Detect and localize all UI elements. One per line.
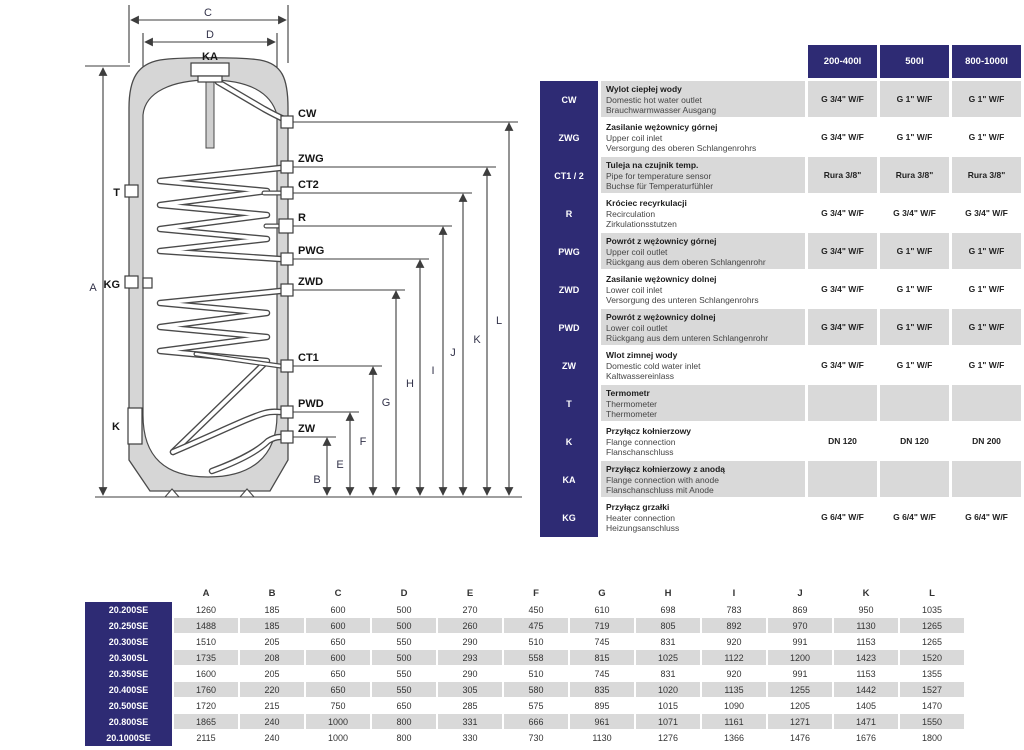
dim-cell: 698	[636, 602, 700, 618]
spec-value: G 3/4" W/F	[808, 81, 877, 119]
dim-cell: 1000	[306, 730, 370, 746]
port-pwg	[281, 253, 293, 265]
dim-cell: 270	[438, 602, 502, 618]
spec-value	[808, 385, 877, 423]
port-ct2	[281, 187, 293, 199]
spec-code: ZWD	[540, 271, 598, 309]
spec-desc-de: Thermometer	[606, 409, 658, 419]
spec-col-200-400: 200-400l	[808, 45, 877, 78]
spec-desc-pl: Zasilanie wężownicy górnej	[606, 122, 718, 132]
dim-cell: 800	[372, 714, 436, 730]
spec-desc-pl: Króciec recyrkulacji	[606, 198, 687, 208]
dim-cell: 970	[768, 618, 832, 634]
dim-cell: 1035	[900, 602, 964, 618]
dim-cell: 650	[306, 682, 370, 698]
dim-label-c: C	[204, 7, 212, 19]
dim-cell: 1600	[174, 666, 238, 682]
port-r	[279, 219, 293, 233]
spec-desc-en: Flange connection with anode	[606, 474, 719, 485]
spec-desc-en: Lower coil outlet	[606, 322, 668, 333]
spec-value: G 6/4" W/F	[808, 499, 877, 537]
spec-row	[540, 385, 1024, 423]
dim-model: 20.300SE	[85, 634, 172, 650]
table-row	[85, 682, 964, 698]
dim-cell: 550	[372, 682, 436, 698]
dim-cell: 1760	[174, 682, 238, 698]
dim-cell: 550	[372, 634, 436, 650]
dim-cell: 869	[768, 602, 832, 618]
dim-cell: 1676	[834, 730, 898, 746]
spec-row	[540, 195, 1024, 233]
spec-value: G 3/4" W/F	[808, 195, 877, 233]
spec-row	[540, 499, 1024, 537]
dim-cell: 1276	[636, 730, 700, 746]
spec-desc-de: Zirkulationsstutzen	[606, 219, 677, 229]
dim-label-k: K	[473, 334, 481, 346]
port-label-kg: KG	[103, 279, 120, 291]
dim-cell: 1520	[900, 650, 964, 666]
spec-desc	[601, 499, 805, 537]
dim-cell: 575	[504, 698, 568, 714]
dim-col-header: H	[664, 588, 672, 599]
dim-cell: 950	[834, 602, 898, 618]
spec-desc-pl: Powrót z wężownicy górnej	[606, 236, 717, 246]
dim-cell: 185	[240, 618, 304, 634]
spec-value: G 1" W/F	[952, 233, 1021, 271]
spec-desc-pl: Wylot ciepłej wody	[606, 84, 682, 94]
dim-cell: 1020	[636, 682, 700, 698]
spec-value: DN 120	[880, 423, 949, 461]
table-row	[85, 666, 964, 682]
dim-cell: 650	[372, 698, 436, 714]
dim-cell: 1153	[834, 666, 898, 682]
spec-desc-pl: Tuleja na czujnik temp.	[606, 160, 699, 170]
table-row	[85, 714, 964, 730]
spec-value: DN 200	[952, 423, 1021, 461]
dim-cell: 1255	[768, 682, 832, 698]
spec-desc-en: Pipe for temperature sensor	[606, 170, 712, 181]
dim-cell: 1153	[834, 634, 898, 650]
dim-cell: 290	[438, 666, 502, 682]
spec-desc-de: Buchse für Temperaturfühler	[606, 181, 714, 191]
spec-row	[540, 271, 1024, 309]
dim-cell: 991	[768, 634, 832, 650]
dim-cell: 215	[240, 698, 304, 714]
spec-desc	[601, 309, 805, 347]
spec-desc-en: Upper coil inlet	[606, 132, 663, 143]
dim-cell: 1025	[636, 650, 700, 666]
spec-desc-de: Versorgung des oberen Schlangenrohrs	[606, 143, 757, 153]
spec-value: G 1" W/F	[880, 119, 949, 157]
spec-code: T	[540, 385, 598, 423]
dim-model: 20.1000SE	[85, 730, 172, 746]
spec-value: Rura 3/8"	[880, 157, 949, 195]
dim-col-header: I	[732, 588, 736, 599]
height-dims	[313, 123, 509, 495]
spec-value: G 3/4" W/F	[808, 347, 877, 385]
port-label-ct1: CT1	[298, 352, 319, 364]
dim-cell: 500	[372, 618, 436, 634]
spec-value: G 6/4" W/F	[880, 499, 949, 537]
spec-desc	[601, 385, 805, 423]
table-row	[85, 730, 964, 746]
dimensions-table	[85, 585, 964, 746]
port-label-k: K	[112, 421, 120, 433]
dim-label-l: L	[495, 315, 503, 327]
port-cw	[281, 116, 293, 128]
dim-cell: 991	[768, 666, 832, 682]
dim-cell: 783	[702, 602, 766, 618]
dim-cell: 835	[570, 682, 634, 698]
spec-desc-pl: Przyłącz kołnierzowy	[606, 426, 692, 436]
spec-col-800-1000: 800-1000l	[952, 45, 1021, 78]
dim-cell: 1800	[900, 730, 964, 746]
dim-cell: 500	[372, 602, 436, 618]
flange-ka	[191, 63, 229, 76]
dim-cell: 1865	[174, 714, 238, 730]
spec-value: G 3/4" W/F	[808, 233, 877, 271]
spec-value: DN 120	[808, 423, 877, 461]
dim-label-d: D	[206, 29, 214, 41]
dim-cell: 205	[240, 666, 304, 682]
spec-desc-en: Domestic cold water inlet	[606, 360, 701, 371]
spec-desc-pl: Wlot zimnej wody	[606, 350, 678, 360]
dim-col-header: B	[268, 588, 276, 599]
dim-cell: 920	[702, 634, 766, 650]
dim-corner	[85, 585, 172, 602]
spec-value: G 1" W/F	[952, 119, 1021, 157]
spec-header-spacer	[601, 45, 805, 78]
dim-cell: 1271	[768, 714, 832, 730]
spec-desc-en: Thermometer	[606, 398, 658, 409]
spec-value: G 1" W/F	[880, 81, 949, 119]
spec-desc	[601, 195, 805, 233]
spec-desc-pl: Zasilanie wężownicy dolnej	[606, 274, 717, 284]
dim-cell: 475	[504, 618, 568, 634]
spec-value: Rura 3/8"	[808, 157, 877, 195]
table-row	[85, 618, 964, 634]
dim-cell: 800	[372, 730, 436, 746]
dim-model: 20.800SE	[85, 714, 172, 730]
dim-col-header: F	[533, 588, 539, 599]
dim-cell: 260	[438, 618, 502, 634]
port-t	[125, 185, 138, 197]
dim-cell: 650	[306, 634, 370, 650]
spec-desc	[601, 461, 805, 499]
dim-col-header: G	[598, 588, 606, 599]
spec-value: G 1" W/F	[952, 309, 1021, 347]
dim-table-body	[85, 602, 964, 746]
dim-cell: 1550	[900, 714, 964, 730]
port-label-pwd: PWD	[298, 398, 324, 410]
dim-label-i: I	[431, 365, 435, 377]
spec-table-body	[540, 81, 1024, 537]
spec-row	[540, 461, 1024, 499]
dim-cell: 600	[306, 618, 370, 634]
spec-desc-en: Flange connection	[606, 436, 676, 447]
dim-cell: 331	[438, 714, 502, 730]
dim-col-header: A	[202, 588, 210, 599]
spec-value: G 3/4" W/F	[880, 195, 949, 233]
dim-label-e: E	[336, 459, 344, 471]
spec-value: G 3/4" W/F	[952, 195, 1021, 233]
spec-code: CT1 / 2	[540, 157, 598, 195]
spec-desc	[601, 119, 805, 157]
spec-code: ZWG	[540, 119, 598, 157]
spec-code: ZW	[540, 347, 598, 385]
spec-row	[540, 233, 1024, 271]
dim-cell: 1471	[834, 714, 898, 730]
dim-cell: 805	[636, 618, 700, 634]
dim-cell: 1488	[174, 618, 238, 634]
dim-cell: 831	[636, 666, 700, 682]
spec-code: K	[540, 423, 598, 461]
dim-cell: 1735	[174, 650, 238, 666]
spec-row	[540, 423, 1024, 461]
dim-cell: 1470	[900, 698, 964, 714]
dim-cell: 1442	[834, 682, 898, 698]
table-row	[85, 634, 964, 650]
table-row	[85, 698, 964, 714]
dim-cell: 1000	[306, 714, 370, 730]
dim-cell: 240	[240, 714, 304, 730]
dim-col-header: K	[862, 588, 870, 599]
spec-table	[540, 45, 1024, 537]
spec-desc-de: Kaltwassereinlass	[606, 371, 675, 381]
spec-row	[540, 81, 1024, 119]
dim-cell: 815	[570, 650, 634, 666]
port-zwd	[281, 284, 293, 296]
dim-model: 20.250SE	[85, 618, 172, 634]
dim-model: 20.200SE	[85, 602, 172, 618]
dim-cell: 719	[570, 618, 634, 634]
dim-cell: 600	[306, 602, 370, 618]
port-label-ct2: CT2	[298, 179, 319, 191]
anode-rod	[206, 82, 214, 148]
dim-cell: 1205	[768, 698, 832, 714]
port-label-t: T	[113, 187, 120, 199]
spec-desc-pl: Przyłącz grzałki	[606, 502, 670, 512]
spec-value: G 1" W/F	[880, 347, 949, 385]
dim-cell: 1161	[702, 714, 766, 730]
dim-model: 20.300SL	[85, 650, 172, 666]
spec-row	[540, 157, 1024, 195]
spec-value: G 3/4" W/F	[808, 271, 877, 309]
dim-cell: 1135	[702, 682, 766, 698]
dim-cell: 205	[240, 634, 304, 650]
dim-cell: 510	[504, 634, 568, 650]
spec-value: G 3/4" W/F	[808, 309, 877, 347]
dim-cell: 293	[438, 650, 502, 666]
dim-model: 20.350SE	[85, 666, 172, 682]
dim-cell: 1366	[702, 730, 766, 746]
spec-row	[540, 119, 1024, 157]
spec-row	[540, 309, 1024, 347]
dim-cell: 920	[702, 666, 766, 682]
tank-diagram	[60, 0, 540, 545]
table-row	[85, 650, 964, 666]
dim-cell: 730	[504, 730, 568, 746]
spec-code: R	[540, 195, 598, 233]
dim-label-b: B	[313, 474, 321, 486]
spec-code: PWG	[540, 233, 598, 271]
port-label-zw: ZW	[298, 423, 316, 435]
spec-desc	[601, 347, 805, 385]
port-kg	[125, 276, 138, 288]
spec-value: G 1" W/F	[880, 309, 949, 347]
spec-col-500: 500l	[880, 45, 949, 78]
dim-cell: 1720	[174, 698, 238, 714]
dim-cell: 2115	[174, 730, 238, 746]
port-label-ka: KA	[202, 51, 218, 63]
dim-label-h: H	[406, 378, 414, 390]
dim-cell: 666	[504, 714, 568, 730]
spec-value: G 1" W/F	[952, 347, 1021, 385]
dim-cell: 240	[240, 730, 304, 746]
dim-cell: 750	[306, 698, 370, 714]
spec-desc	[601, 157, 805, 195]
spec-desc-en: Heater connection	[606, 512, 675, 523]
port-pwd	[281, 406, 293, 418]
port-zw	[281, 431, 293, 443]
port-ct1	[281, 360, 293, 372]
dim-cell: 600	[306, 650, 370, 666]
spec-row	[540, 347, 1024, 385]
spec-value: G 1" W/F	[880, 271, 949, 309]
dim-cell: 831	[636, 634, 700, 650]
spec-header-spacer	[540, 45, 598, 78]
dim-cell: 1265	[900, 618, 964, 634]
spec-value	[952, 385, 1021, 423]
dim-cell: 305	[438, 682, 502, 698]
dim-cell: 208	[240, 650, 304, 666]
spec-desc	[601, 81, 805, 119]
dim-cell: 1476	[768, 730, 832, 746]
table-row	[85, 602, 964, 618]
dim-cell: 558	[504, 650, 568, 666]
dim-cell: 1071	[636, 714, 700, 730]
dim-cell: 1015	[636, 698, 700, 714]
spec-value: Rura 3/8"	[952, 157, 1021, 195]
spec-desc	[601, 423, 805, 461]
dim-cell: 290	[438, 634, 502, 650]
dim-cell: 1405	[834, 698, 898, 714]
spec-value	[952, 461, 1021, 499]
spec-desc-pl: Powrót z wężownicy dolnej	[606, 312, 716, 322]
spec-code: KA	[540, 461, 598, 499]
dim-cell: 1200	[768, 650, 832, 666]
spec-desc-pl: Przyłącz kołnierzowy z anodą	[606, 464, 726, 474]
dim-col-header: L	[929, 588, 935, 599]
dim-cell: 650	[306, 666, 370, 682]
dim-cell: 892	[702, 618, 766, 634]
spec-desc-de: Rückgang aus dem unteren Schlangenrohr	[606, 333, 769, 343]
dim-cell: 1510	[174, 634, 238, 650]
dim-cell: 961	[570, 714, 634, 730]
dim-cell: 330	[438, 730, 502, 746]
dim-label-g: G	[381, 397, 391, 409]
spec-desc-de: Versorgung des unteren Schlangenrohrs	[606, 295, 759, 305]
spec-desc-pl: Termometr	[606, 388, 650, 398]
spec-desc-de: Rückgang aus dem oberen Schlangenrohr	[606, 257, 766, 267]
spec-desc-de: Flanschanschluss	[606, 447, 674, 457]
spec-desc-en: Recirculation	[606, 208, 656, 219]
port-label-pwg: PWG	[298, 245, 325, 257]
port-label-zwg: ZWG	[298, 153, 324, 165]
dim-col-header: D	[400, 588, 408, 599]
dim-cell: 1355	[900, 666, 964, 682]
spec-desc-en: Domestic hot water outlet	[606, 94, 702, 105]
port-label-zwd: ZWD	[298, 276, 324, 288]
dim-cell: 1130	[570, 730, 634, 746]
dim-cell: 285	[438, 698, 502, 714]
spec-value	[808, 461, 877, 499]
spec-desc-en: Upper coil outlet	[606, 246, 668, 257]
dim-cell: 580	[504, 682, 568, 698]
dim-cell: 220	[240, 682, 304, 698]
spec-value: G 6/4" W/F	[952, 499, 1021, 537]
port-label-cw: CW	[298, 108, 317, 120]
dim-cell: 610	[570, 602, 634, 618]
dim-model: 20.500SE	[85, 698, 172, 714]
spec-value: G 1" W/F	[880, 233, 949, 271]
spec-code: KG	[540, 499, 598, 537]
dim-col-header: J	[797, 588, 803, 599]
spec-value	[880, 385, 949, 423]
spec-value: G 1" W/F	[952, 81, 1021, 119]
dim-cell: 550	[372, 666, 436, 682]
port-zwg	[281, 161, 293, 173]
spec-desc-de: Heizungsanschluss	[606, 523, 680, 533]
dim-col-header: E	[466, 588, 474, 599]
dim-label-a: A	[89, 282, 97, 294]
dim-cell: 185	[240, 602, 304, 618]
dim-label-f: F	[359, 436, 367, 448]
spec-desc	[601, 233, 805, 271]
dim-col-header: C	[334, 588, 342, 599]
flange-k	[128, 408, 142, 444]
spec-desc-de: Brauchwarmwasser Ausgang	[606, 105, 717, 115]
spec-table-header	[540, 45, 1024, 78]
dim-cell: 745	[570, 666, 634, 682]
dim-cell: 1122	[702, 650, 766, 666]
dim-model: 20.400SE	[85, 682, 172, 698]
spec-code: CW	[540, 81, 598, 119]
dim-cell: 1130	[834, 618, 898, 634]
dim-cell: 1265	[900, 634, 964, 650]
dim-cell: 1423	[834, 650, 898, 666]
spec-value: G 1" W/F	[952, 271, 1021, 309]
dim-cell: 500	[372, 650, 436, 666]
dim-cell: 1090	[702, 698, 766, 714]
dim-cell: 510	[504, 666, 568, 682]
spec-desc-de: Flanschanschluss mit Anode	[606, 485, 714, 495]
dim-cell: 1527	[900, 682, 964, 698]
dim-label-j: J	[450, 347, 456, 359]
spec-value	[880, 461, 949, 499]
spec-desc-en: Lower coil inlet	[606, 284, 663, 295]
dim-cell: 895	[570, 698, 634, 714]
spec-code: PWD	[540, 309, 598, 347]
dim-cell: 745	[570, 634, 634, 650]
dim-table-header	[85, 585, 964, 602]
dim-cell: 1260	[174, 602, 238, 618]
spec-desc	[601, 271, 805, 309]
port-label-r: R	[298, 212, 306, 224]
spec-value: G 3/4" W/F	[808, 119, 877, 157]
dim-cell: 450	[504, 602, 568, 618]
